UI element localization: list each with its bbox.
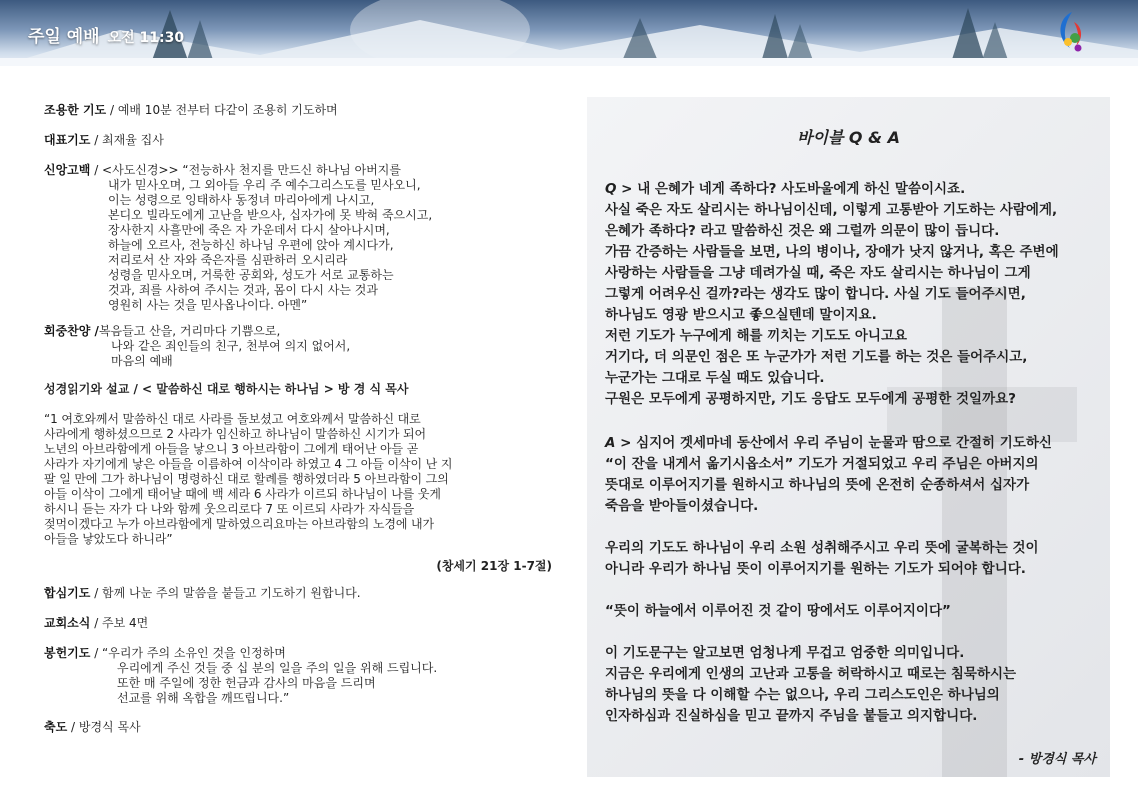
- answer-paragraph-line: 아니라 우리가 하나님 뜻이 이루어지기를 원하는 기도가 되어야 합니다.: [605, 561, 1026, 577]
- creed-line: 이는 성령으로 잉태하사 동정녀 마리아에게 나시고,: [108, 193, 375, 207]
- church-logo-icon: [1050, 8, 1090, 54]
- pastor-signature: - 방경식 목사: [1018, 752, 1096, 767]
- answer-label: A: [605, 435, 616, 451]
- creed-line: 내가 믿사오며, 그 외아들 우리 주 예수그리스도를 믿사오니,: [108, 178, 421, 192]
- answer-line: 죽음을 받아들이셨습니다.: [605, 498, 759, 514]
- question-line: 사랑하는 사람들을 그냥 데려가실 때, 죽은 자도 살리시는 하나님이 그게: [605, 265, 1031, 281]
- scripture-reference: (창세기 21장 1-7절): [436, 559, 552, 573]
- question-first-text: > 내 은혜가 네게 족하다? 사도바울에게 하신 말씀이시죠.: [616, 181, 966, 197]
- news-row: [44, 616, 148, 631]
- offering-first-line: / “우리가 주의 소유인 것을 인정하며: [90, 646, 286, 660]
- hymn-first-line: 복음들고 산을, 거리마다 기쁨으로,: [98, 324, 281, 338]
- service-name: 주일 예배: [28, 27, 100, 47]
- answer-first-line: [605, 431, 1052, 451]
- offering-row: [44, 646, 286, 661]
- scripture-line: “1 여호와께서 말씀하신 대로 사라를 돌보셨고 여호와께서 말씀하신 대로: [44, 412, 421, 426]
- silent-prayer-label: 조용한 기도: [44, 103, 107, 117]
- scripture-line: 사라에게 행하셨으므로 2 사라가 임신하고 하나님이 말씀하신 시기가 되어: [44, 427, 427, 441]
- service-title: [28, 22, 184, 47]
- offering-line: 선교를 위해 옥합을 깨뜨립니다.”: [117, 691, 290, 705]
- question-label: Q: [605, 181, 617, 197]
- question-line: 하나님도 영광 받으시고 좋으실텐데 말이지요.: [605, 307, 877, 323]
- closing-prayer-label: 합심기도: [44, 586, 91, 600]
- question-line: 그렇게 어려우신 걸까?라는 생각도 많이 합니다. 사실 기도 들어주시면,: [605, 286, 1026, 302]
- closing-paragraph-line: 이 기도문구는 알고보면 엄청나게 무겁고 엄중한 의미입니다.: [605, 645, 965, 661]
- scripture-line: 노년의 아브라함에게 아들을 낳으니 3 아브라함이 그에게 태어난 아들 곧: [44, 442, 419, 456]
- benediction-text: / 방경식 목사: [67, 720, 141, 734]
- answer-line: 뜻대로 이루어지기를 원하시고 하나님의 뜻에 온전히 순종하셔서 십자가: [605, 477, 1030, 493]
- creed-first-line: / <사도신경>> “전능하사 천지를 만드신 하나님 아버지를: [90, 163, 401, 177]
- question-line: 은혜가 족하다? 라고 말씀하신 것은 왜 그럴까 의문이 많이 듭니다.: [605, 223, 1000, 239]
- header-banner: [0, 0, 1138, 66]
- question-line: 누군가는 그대로 두실 때도 있습니다.: [605, 370, 825, 386]
- creed-label: 신앙고백: [44, 163, 91, 177]
- answer-first-text: > 심지어 겟세마네 동산에서 우리 주님이 눈물과 땀으로 간절히 기도하신: [615, 435, 1052, 451]
- benediction-row: [44, 720, 141, 735]
- qa-title: 바이블 Q & A: [796, 128, 901, 147]
- creed-line: 영원히 사는 것을 믿사옵나이다. 아멘”: [108, 298, 308, 312]
- silent-prayer-text: / 예배 10분 전부터 다같이 조용히 기도하며: [106, 103, 338, 117]
- creed-line: 저리로서 산 자와 죽은자를 심판하러 오시리라: [108, 253, 348, 267]
- question-line: 거기다, 더 의문인 점은 또 누군가가 저런 기도를 하는 것은 들어주시고,: [605, 349, 1028, 365]
- scripture-line: 아들을 낳았도다 하니라”: [44, 532, 173, 546]
- rep-prayer-row: [44, 133, 164, 148]
- question-line: 가끔 간증하는 사람들을 보면, 나의 병이나, 장애가 낫지 않거나, 혹은 주변에: [605, 244, 1059, 260]
- news-label: 교회소식: [44, 616, 91, 630]
- scripture-line: 하시니 듣는 자가 다 나와 함께 웃으리로다 7 또 이르되 사라가 자식들을: [44, 502, 415, 516]
- creed-line: 장사한지 사흘만에 죽은 자 가운데서 다시 살아나시며,: [108, 223, 390, 237]
- creed-line: 성령을 믿사오며, 거룩한 공회와, 성도가 서로 교통하는: [108, 268, 394, 282]
- scripture-line: 사라가 자기에게 낳은 아들을 이름하여 이삭이라 하였고 4 그 아들 이삭이 난 지: [44, 457, 453, 471]
- answer-paragraph-line: 우리의 기도도 하나님이 우리 소원 성취해주시고 우리 뜻에 굴복하는 것이: [605, 540, 1039, 556]
- answer-line: “이 잔을 내게서 옮기시옵소서” 기도가 거절되었고 우리 주님은 아버지의: [605, 456, 1039, 472]
- closing-prayer-text: / 함께 나눈 주의 말씀을 붙들고 기도하기 원합니다.: [90, 586, 361, 600]
- offering-label: 봉헌기도: [44, 646, 91, 660]
- hymn-line: 나와 같은 죄인들의 친구, 천부여 의지 없어서,: [111, 339, 351, 353]
- closing-paragraph-line: 인자하심과 진실하심을 믿고 끝까지 주님을 붙들고 의지합니다.: [605, 708, 978, 724]
- prayer-quote: “뜻이 하늘에서 이루어진 것 같이 땅에서도 이루어지이다”: [605, 603, 951, 619]
- question-line: 저런 기도가 누구에게 해를 끼치는 기도도 아니고요: [605, 328, 908, 344]
- scripture-line: 팔 일 만에 그가 하나님이 명령하신 대로 할례를 행하였더라 5 아브라함이 그의: [44, 472, 449, 486]
- benediction-label: 축도: [44, 720, 68, 734]
- service-time: 오전 11:30: [107, 30, 185, 46]
- sermon-heading: 성경읽기와 설교 / < 말씀하신 대로 행하시는 하나님 > 방 경 식 목사: [44, 382, 409, 396]
- scripture-line: 젖먹이겠다고 누가 아브라함에게 말하였으리요마는 아브라함의 노경에 내가: [44, 517, 435, 531]
- rep-prayer-text: / 최재율 집사: [90, 133, 164, 147]
- hymn-label: 회중찬양 /: [44, 324, 99, 338]
- question-line: 사실 죽은 자도 살리시는 하나님이신데, 이렇게 고통받아 기도하는 사람에게,: [605, 202, 1058, 218]
- scripture-line: 아들 이삭이 그에게 태어날 때에 백 세라 6 사라가 이르되 하나님이 나를 웃게: [44, 487, 441, 501]
- closing-paragraph-line: 하나님의 뜻을 다 이해할 수는 없으나, 우리 그리스도인은 하나님의: [605, 687, 1000, 703]
- question-first-line: [605, 177, 965, 197]
- rep-prayer-label: 대표기도: [44, 133, 91, 147]
- creed-line: 것과, 죄를 사하여 주시는 것과, 몸이 다시 사는 것과: [108, 283, 378, 297]
- creed-row: [44, 163, 401, 178]
- creed-line: 하늘에 오르사, 전능하신 하나님 우편에 앉아 계시다가,: [108, 238, 394, 252]
- creed-line: 본디오 빌라도에게 고난을 받으사, 십자가에 못 박혀 죽으시고,: [108, 208, 433, 222]
- news-text: / 주보 4면: [90, 616, 149, 630]
- hymn-line: 마음의 예배: [111, 354, 173, 368]
- offering-line: 우리에게 주신 것들 중 십 분의 일을 주의 일을 위해 드립니다.: [117, 661, 438, 675]
- bible-qa-panel: [587, 97, 1110, 777]
- closing-paragraph-line: 지금은 우리에게 인생의 고난과 고통을 허락하시고 때로는 침묵하시는: [605, 666, 1017, 682]
- closing-prayer-row: [44, 586, 361, 601]
- offering-line: 또한 매 주일에 정한 헌금과 감사의 마음을 드리며: [117, 676, 376, 690]
- silent-prayer-row: [44, 103, 338, 118]
- question-line: 구원은 모두에게 공평하지만, 기도 응답도 모두에게 공평한 것일까요?: [605, 391, 1017, 407]
- hymn-row: [44, 324, 280, 339]
